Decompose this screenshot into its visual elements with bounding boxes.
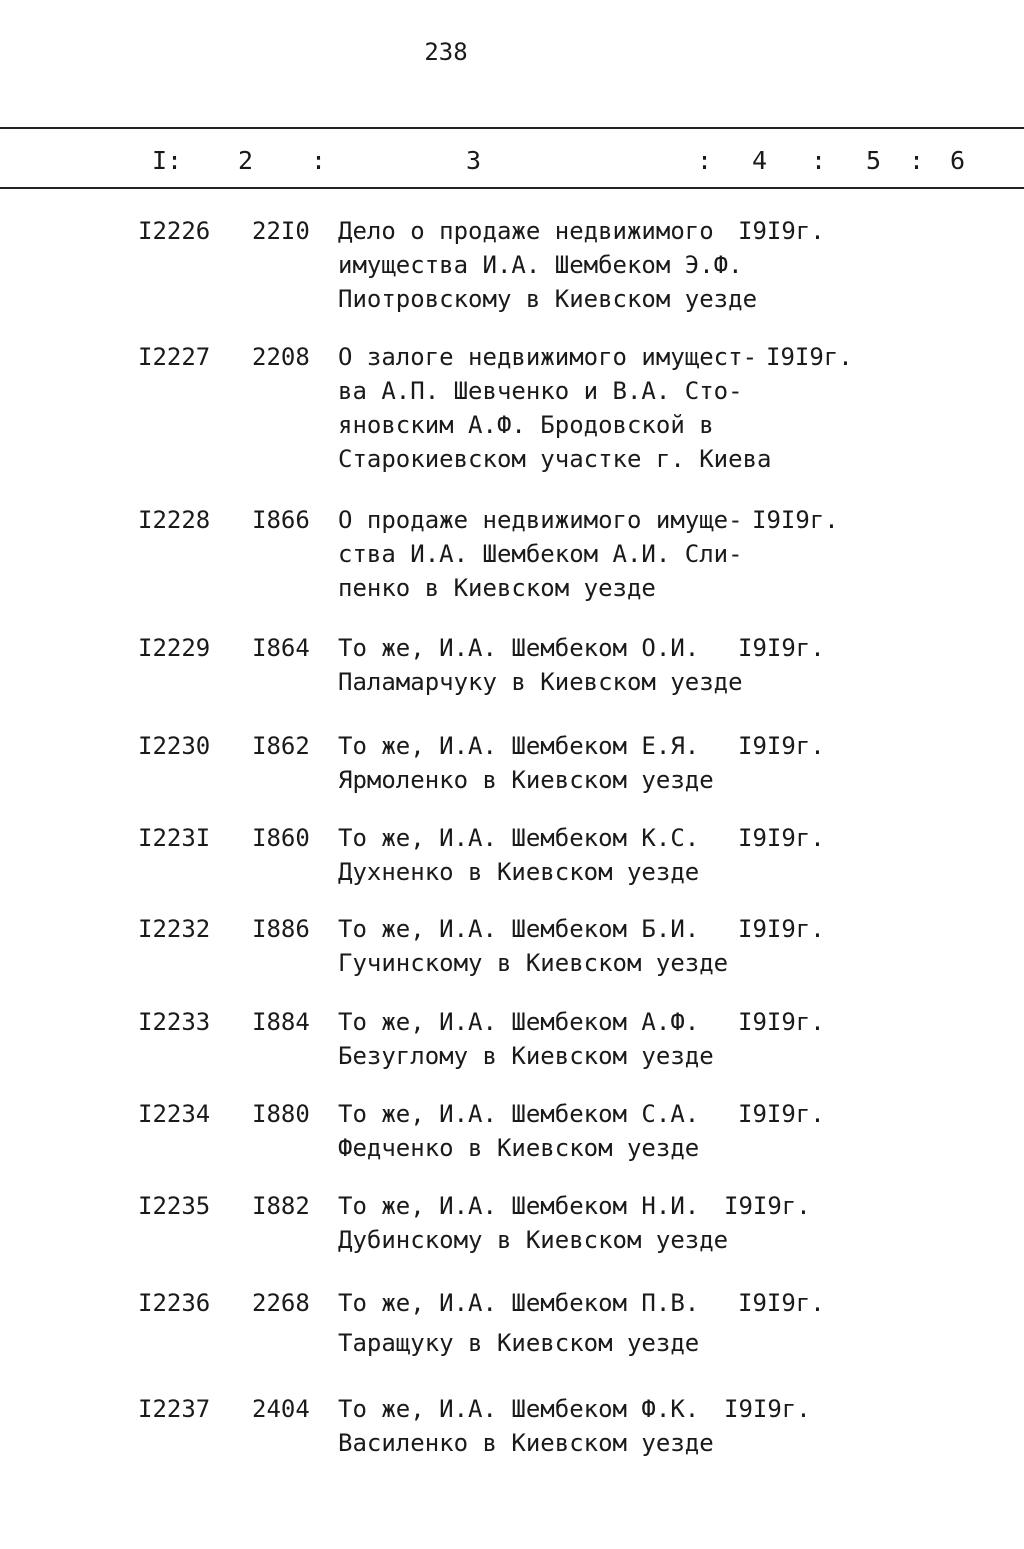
column-header-6: 6 — [950, 146, 966, 175]
record-id: I2236 — [138, 1289, 211, 1317]
description-line: То же, И.А. Шембеком К.С. — [338, 824, 700, 852]
year: I9I9г. — [738, 1100, 825, 1128]
case-number: I864 — [252, 634, 310, 662]
description — [338, 912, 728, 980]
description — [338, 1005, 714, 1073]
description-line: То же, И.А. Шембеком О.И. — [338, 634, 700, 662]
record-id: I2237 — [138, 1395, 211, 1423]
description-line: пенко в Киевском уезде — [338, 574, 656, 602]
record-id: I2226 — [138, 217, 211, 245]
header-bottom-rule — [0, 187, 1024, 189]
description-line: То же, И.А. Шембеком Н.И. — [338, 1192, 700, 1220]
description — [338, 821, 699, 889]
year: I9I9г. — [766, 343, 853, 371]
case-number: I882 — [252, 1192, 310, 1220]
description-line: То же, И.А. Шембеком Б.И. — [338, 915, 700, 943]
year: I9I9г. — [724, 1192, 811, 1220]
description — [338, 729, 714, 797]
year: I9I9г. — [738, 1008, 825, 1036]
case-number: 2208 — [252, 343, 310, 371]
description-line: Безуглому в Киевском уезде — [338, 1042, 714, 1070]
description-line: Дубинскому в Киевском уезде — [338, 1226, 729, 1254]
header-top-rule — [0, 127, 1024, 129]
description-line: Василенко в Киевском уезде — [338, 1429, 714, 1457]
description — [338, 340, 771, 476]
description — [338, 631, 743, 699]
column-header-1: I: — [152, 146, 183, 175]
description-line: То же, И.А. Шембеком А.Ф. — [338, 1008, 700, 1036]
column-separator: : — [811, 146, 827, 175]
column-header-4: 4 — [752, 146, 768, 175]
year: I9I9г. — [738, 824, 825, 852]
record-id: I2235 — [138, 1192, 211, 1220]
year: I9I9г. — [724, 1395, 811, 1423]
description — [338, 1189, 728, 1257]
description-line: То же, И.А. Шембеком Е.Я. — [338, 732, 700, 760]
page-number: 238 — [424, 38, 468, 66]
record-id: I2232 — [138, 915, 211, 943]
record-id: I2229 — [138, 634, 211, 662]
case-number: I884 — [252, 1008, 310, 1036]
description-line: Ярмоленко в Киевском уезде — [338, 766, 714, 794]
description-line: Федченко в Киевском уезде — [338, 1134, 700, 1162]
case-number: 2268 — [252, 1289, 310, 1317]
description-line: О продаже недвижимого имуще- — [338, 506, 743, 534]
description — [338, 503, 743, 605]
description-line: Старокиевском участке г. Киева — [338, 445, 772, 473]
column-separator: : — [909, 146, 925, 175]
description-line: Гучинскому в Киевском уезде — [338, 949, 729, 977]
record-id: I2234 — [138, 1100, 211, 1128]
record-id: I2233 — [138, 1008, 211, 1036]
column-header-2: 2 — [238, 146, 254, 175]
description-line: Дело о продаже недвижимого — [338, 217, 714, 245]
case-number: I862 — [252, 732, 310, 760]
description — [338, 1286, 699, 1360]
year: I9I9г. — [738, 217, 825, 245]
description-line: Паламарчуку в Киевском уезде — [338, 668, 743, 696]
year: I9I9г. — [738, 634, 825, 662]
year: I9I9г. — [738, 732, 825, 760]
case-number: 22I0 — [252, 217, 310, 245]
record-id: I2227 — [138, 343, 211, 371]
column-header-5: 5 — [866, 146, 882, 175]
description-line: То же, И.А. Шембеком С.А. — [338, 1100, 700, 1128]
description — [338, 1392, 714, 1460]
record-id: I2230 — [138, 732, 211, 760]
description-line: ства И.А. Шембеком А.И. Сли- — [338, 540, 743, 568]
column-separator: : — [311, 146, 327, 175]
description-line: имущества И.А. Шембеком Э.Ф. — [338, 251, 743, 279]
year: I9I9г. — [738, 1289, 825, 1317]
description-line: О залоге недвижимого имущест- — [338, 343, 758, 371]
case-number: I886 — [252, 915, 310, 943]
description-line: Духненко в Киевском уезде — [338, 858, 700, 886]
description-line: То же, И.А. Шембеком П.В. — [338, 1289, 700, 1317]
case-number: I860 — [252, 824, 310, 852]
column-separator: : — [697, 146, 713, 175]
description-line: То же, И.А. Шембеком Ф.К. — [338, 1395, 700, 1423]
description — [338, 214, 757, 316]
case-number: I866 — [252, 506, 310, 534]
description-line: Таращуку в Киевском уезде — [338, 1329, 700, 1357]
description — [338, 1097, 699, 1165]
description-line: ва А.П. Шевченко и В.А. Сто- — [338, 377, 743, 405]
description-line: Пиотровскому в Киевском уезде — [338, 285, 758, 313]
record-id: I2228 — [138, 506, 211, 534]
year: I9I9г. — [738, 915, 825, 943]
case-number: 2404 — [252, 1395, 310, 1423]
column-header-3: 3 — [466, 146, 482, 175]
case-number: I880 — [252, 1100, 310, 1128]
description-line: яновским А.Ф. Бродовской в — [338, 411, 714, 439]
year: I9I9г. — [752, 506, 839, 534]
record-id: I223I — [138, 824, 211, 852]
